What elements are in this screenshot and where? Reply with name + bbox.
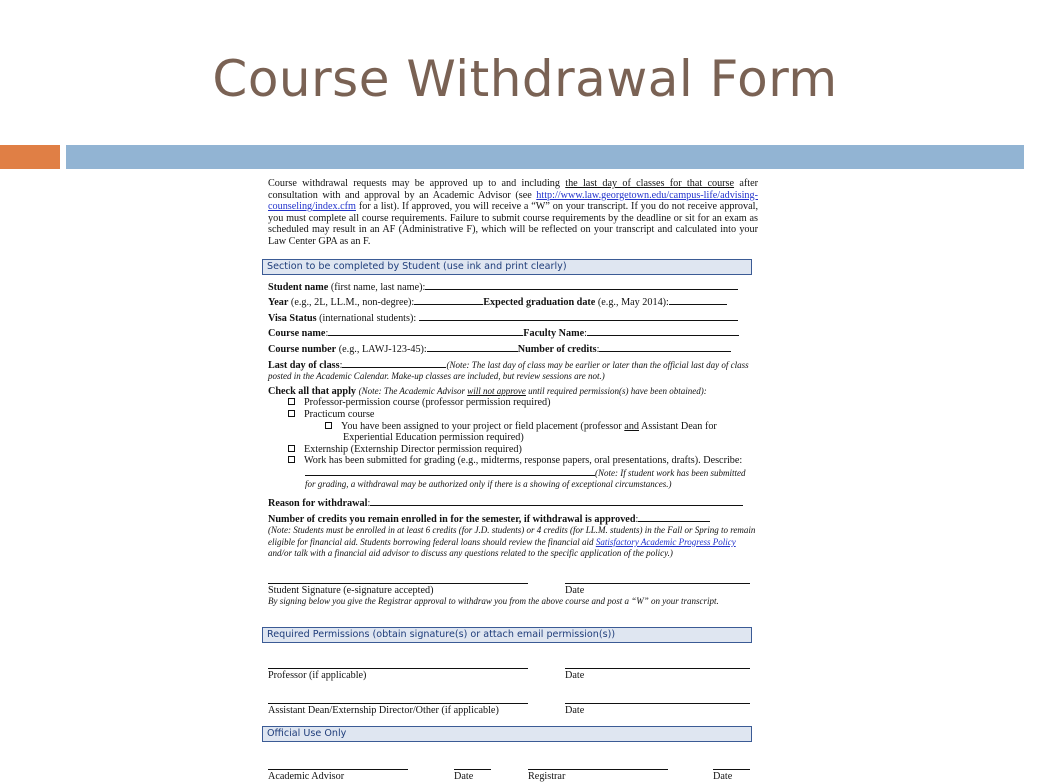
field-label: Last day of class [268,359,340,371]
course-number-row: Course number (e.g., LAWJ-123-45): Number of credits: [268,343,758,356]
field-label: Student name [268,281,329,293]
advising-link[interactable]: http://www.law.georgetown.edu/campus-life/advising-counseling/index.cfm [268,189,758,213]
signature-label: Assistant Dean/Externship Director/Other (if applicable) [268,704,499,716]
credits-field[interactable] [599,343,731,352]
field-label: Visa Status [268,312,317,324]
slide-title: Course Withdrawal Form [212,50,838,108]
intro-text: Course withdrawal requests may be approved up to and including [268,178,566,189]
visa-row [268,312,758,325]
option-work-submitted [268,455,758,491]
dean-signature-row [268,694,758,716]
credits-note-text: and/or talk with a financial aid advisor to discuss any questions related to the specific application of the policy.) [268,548,673,559]
field-label: Check all that apply [268,385,357,397]
credits-note [268,525,758,559]
describe-label: Describe: [703,455,743,467]
describe-field[interactable] [305,467,595,476]
course-name-row: Course name: Faculty Name: [268,327,758,340]
field-label: Expected graduation date [483,297,596,309]
credits-remain-field[interactable] [638,513,710,522]
option-label: Work has been submitted for grading (e.g., midterms, response papers, oral presentations, drafts). [304,455,701,467]
option-label: Assistant Dean for Experiential Education permission required) [343,420,717,444]
field-label: Reason for withdrawal [268,498,368,510]
student-date-line[interactable] [565,583,750,584]
check-note: until required permission(s) have been obtained): [525,385,707,396]
student-name-field[interactable] [425,281,738,290]
date-label: Date [565,704,585,716]
field-label: Number of credits you remain enrolled in for the semester, if withdrawal is approved [268,513,636,525]
registrar-signature-line[interactable] [528,769,668,770]
field-hint: (e.g., 2L, LL.M., non-degree): [288,297,415,309]
dean-signature-line[interactable] [268,703,528,704]
option-label-emphasis: and [624,420,640,432]
field-hint: (e.g., May 2014): [595,297,669,309]
field-label: Faculty Name [523,328,585,340]
check-note: (Note: The Academic Advisor [358,385,468,396]
signature-label: Professor (if applicable) [268,669,367,681]
option-label: You have been assigned to your project or field placement (professor [341,420,625,432]
official-section-header: Official Use Only [262,726,752,742]
year-row [268,296,758,309]
accent-bar-orange [0,145,60,169]
professor-date-line[interactable] [565,668,750,669]
registrar-date-line[interactable] [713,769,750,770]
dean-date-line[interactable] [565,703,750,704]
intro-text: after consultation with and approval by an Academic Advisor (see [268,178,758,201]
work-submitted-checkbox[interactable] [288,456,295,463]
visa-status-field[interactable] [419,312,738,321]
option-label: Externship (Externship Director permission required) [304,443,522,455]
sap-policy-link[interactable]: Satisfactory Academic Progress Policy [595,536,736,547]
deadline-text: the last day of classes for that course [565,178,735,189]
practicum-checkbox[interactable] [288,410,295,417]
option-assigned [287,421,758,444]
field-label: Number of credits [517,343,597,355]
professor-signature-line[interactable] [268,668,528,669]
check-all-row [268,386,758,398]
field-hint: (e.g., LAWJ-123-45): [336,343,427,355]
advisor-signature-line[interactable] [268,769,408,770]
intro-paragraph [268,178,758,248]
professor-signature-row [268,659,758,681]
reason-row: Reason for withdrawal: [268,497,758,510]
date-label: Date [565,669,585,681]
student-section-header: Section to be completed by Student (use ink and print clearly) [262,259,752,275]
date-label: Date [454,770,474,782]
signature-label: Student Signature (e-signature accepted) [268,585,434,597]
course-number-field[interactable] [427,343,518,352]
credits-note-text: (Note: Students must be enrolled in at least 6 credits (for J.D. students) or 4 credits (for LL.M. students) in the Fall or Spring to remain eligible for financial aid. Students borrowing federal loans should review the financial aid [268,525,756,547]
describe-note: (Note: If student work has been submitted for grading, a withdrawal may be authorized only if there is a showing of exceptional circumstances.) [305,467,746,490]
official-signature-row [268,760,758,782]
reason-field[interactable] [370,497,743,506]
year-field[interactable] [414,296,483,305]
field-label: Year [268,297,289,309]
assigned-checkbox[interactable] [325,422,332,429]
option-practicum [268,409,758,421]
field-hint: (international students): [316,312,417,324]
last-day-note: (Note: The last day of class may be earlier or later than the official last day of class posted in the Academic Calendar. Make-up classes are included, but review sessions are not.) [268,359,749,382]
last-day-field[interactable] [342,359,446,368]
student-signature-row [268,574,758,596]
externship-checkbox[interactable] [288,445,295,452]
student-name-row [268,281,758,294]
faculty-name-field[interactable] [587,327,739,336]
field-hint: (first name, last name): [328,281,426,293]
graduation-date-field[interactable] [669,296,727,305]
accent-bar-blue [66,145,1024,169]
option-label: Practicum course [304,408,375,420]
date-label: Date [565,585,585,597]
signature-label: Academic Advisor [268,770,345,782]
professor-checkbox[interactable] [288,398,295,405]
advisor-date-line[interactable] [454,769,491,770]
field-label: Course number [268,343,337,355]
check-note-emphasis: will not approve [467,385,526,396]
signature-label: Registrar [528,770,566,782]
option-label: Professor-permission course (professor permission required) [304,397,551,409]
option-externship [268,444,758,456]
intro-text: for a list). If approved, you will receive a “W” on your transcript. If you do not receive approval, you must complete all course requirements. Failure to submit course requirements by the deadline or sit for an exam as scheduled may result in an AF (Administrative F), which will be reflected on your transcript and calculated into your Law Center GPA as an F. [268,201,758,247]
field-label: Course name [268,328,326,340]
permissions-section-header: Required Permissions (obtain signature(s) or attach email permission(s)) [262,627,752,643]
last-day-row: Last day of class: (Note: The last day of class may be earlier or later than the official last day of class posted in the Academic Calendar. Make-up classes are included, but review sessions are not.) [268,359,749,382]
form-document [268,178,758,782]
option-professor [268,397,758,409]
signing-note: By signing below you give the Registrar approval to withdraw you from the above course and post a “W” on your transcript. [268,596,719,607]
course-name-field[interactable] [328,327,523,336]
date-label: Date [713,770,733,782]
credits-remain-row: Number of credits you remain enrolled in for the semester, if withdrawal is approved: [268,513,758,526]
student-signature-line[interactable] [268,583,528,584]
